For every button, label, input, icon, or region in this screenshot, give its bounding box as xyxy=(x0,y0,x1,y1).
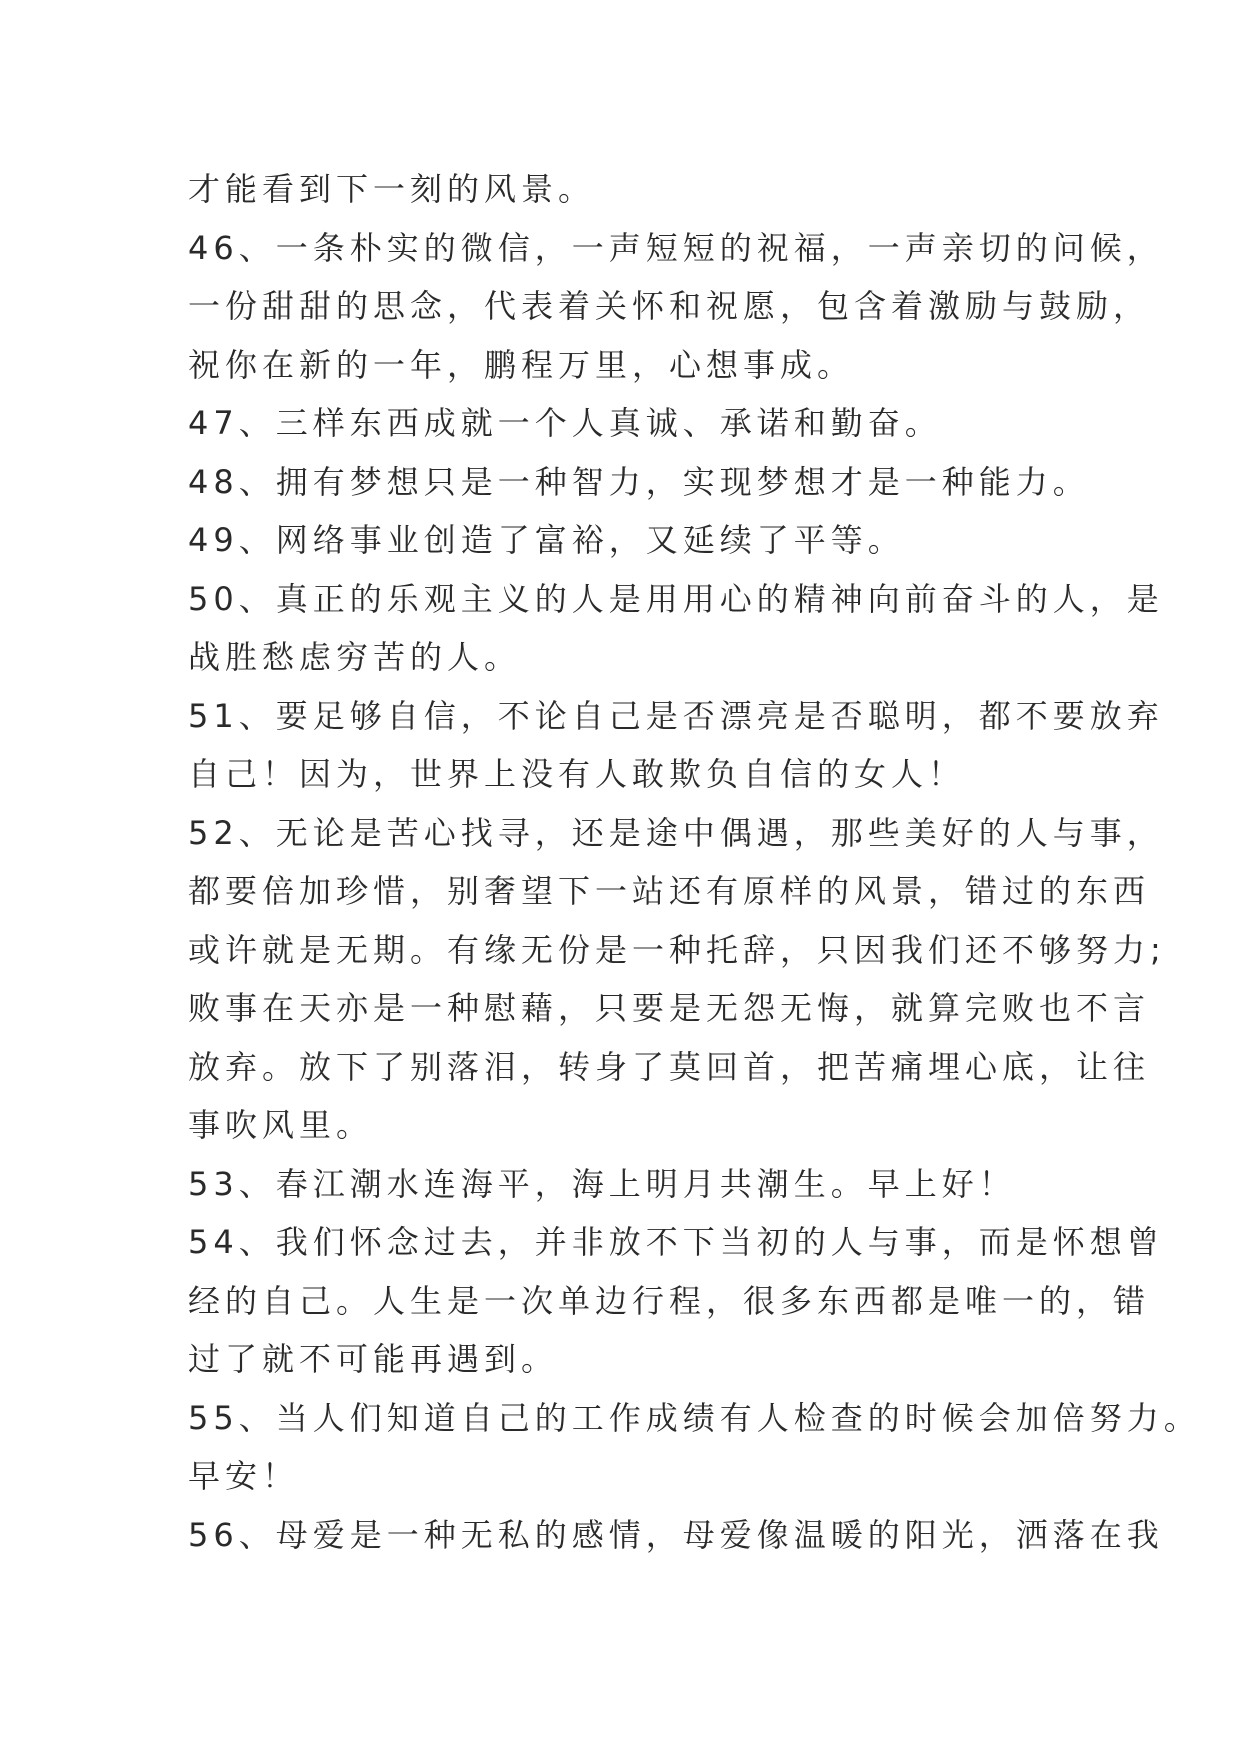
text-line: 47、三样东西成就一个人真诚、承诺和勤奋。 xyxy=(188,404,942,442)
text-line: 祝你在新的一年，鹏程万里，心想事成。 xyxy=(188,345,855,384)
text-line: 放弃。放下了别落泪，转身了莫回首，把苦痛埋心底，让往 xyxy=(188,1047,1151,1086)
text-line: 一份甜甜的思念，代表着关怀和祝愿，包含着激励与鼓励， xyxy=(188,287,1151,325)
text-line: 48、拥有梦想只是一种智力，实现梦想才是一种能力。 xyxy=(188,462,1090,501)
text-line: 过了就不可能再遇到。 xyxy=(188,1340,559,1378)
text-line: 自己！因为，世界上没有人敢欺负自信的女人！ xyxy=(188,755,966,793)
text-line: 54、我们怀念过去，并非放不下当初的人与事，而是怀想曾 xyxy=(188,1223,1164,1261)
text-line: 败事在天亦是一种慰藉，只要是无怨无悔，就算完败也不言 xyxy=(188,989,1151,1027)
text-line: 52、无论是苦心找寻，还是途中偶遇，那些美好的人与事， xyxy=(188,813,1164,852)
text-line: 经的自己。人生是一次单边行程，很多东西都是唯一的，错 xyxy=(188,1281,1151,1320)
text-line: 51、要足够自信，不论自己是否漂亮是否聪明，都不要放弃 xyxy=(188,696,1164,735)
text-line: 早安！ xyxy=(188,1457,300,1495)
text-line: 56、母爱是一种无私的感情，母爱像温暖的阳光，洒落在我 xyxy=(188,1515,1164,1554)
text-line: 事吹风里。 xyxy=(188,1106,374,1144)
text-line: 战胜愁虑穷苦的人。 xyxy=(188,638,522,676)
text-line: 或许就是无期。有缘无份是一种托辞，只因我们还不够努力; xyxy=(188,930,1166,969)
text-line: 49、网络事业创造了富裕，又延续了平等。 xyxy=(188,521,905,559)
text-line: 才能看到下一刻的风景。 xyxy=(188,170,596,208)
text-line: 46、一条朴实的微信，一声短短的祝福，一声亲切的问候， xyxy=(188,228,1164,267)
text-line: 都要倍加珍惜，别奢望下一站还有原样的风景，错过的东西 xyxy=(188,872,1151,910)
text-line: 53、春江潮水连海平，海上明月共潮生。早上好！ xyxy=(188,1164,1016,1203)
body-text xyxy=(188,160,1201,1564)
text-line: 50、真正的乐观主义的人是用用心的精神向前奋斗的人，是 xyxy=(188,579,1164,618)
text-line: 55、当人们知道自己的工作成绩有人检查的时候会加倍努力。 xyxy=(188,1398,1201,1437)
